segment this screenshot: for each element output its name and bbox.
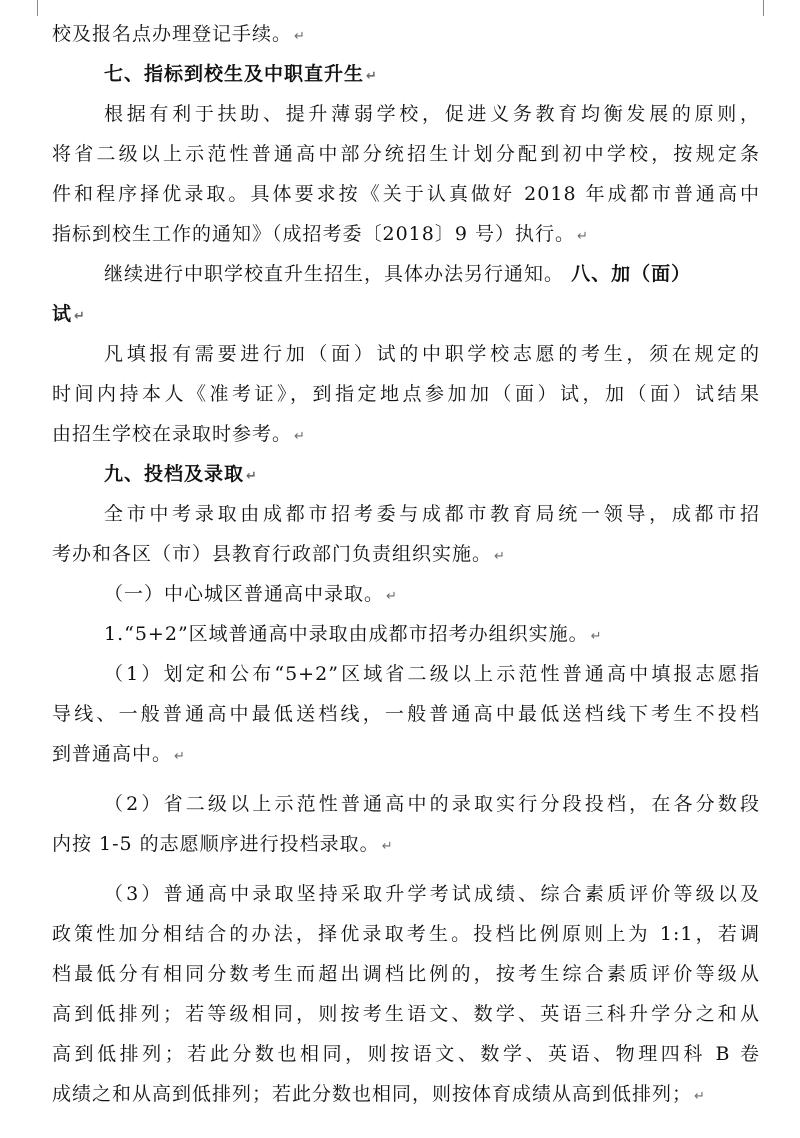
paragraph-mark-icon: ↵: [294, 29, 306, 44]
paragraph-mark-icon: ↵: [590, 629, 603, 644]
body-line: （一）中心城区普通高中录取。 ↵: [104, 583, 398, 605]
body-line: （1）划定和公布“5+2”区域省二级以上示范性普通高中填报志愿指: [104, 663, 760, 685]
paragraph-mark-icon: ↵: [366, 69, 378, 84]
paragraph-mark-icon: ↵: [246, 469, 258, 484]
section-heading: 八、加（面）: [571, 263, 692, 285]
body-line: 根据有利于扶助、提升薄弱学校，促进义务教育均衡发展的原则，: [104, 103, 760, 125]
body-line: 校及报名点办理登记手续。 ↵: [52, 23, 306, 45]
body-line: 继续进行中职学校直升生招生，具体办法另行通知。 八、加（面）: [104, 263, 692, 285]
body-line: 高到低排列；若等级相同，则按考生语文、数学、英语三科升学分之和从: [52, 1003, 760, 1025]
body-line: 全市中考录取由成都市招考委与成都市教育局统一领导，成都市招: [104, 503, 760, 525]
body-line: （2）省二级以上示范性普通高中的录取实行分段投档，在各分数段: [104, 793, 760, 815]
body-line: 内按 1-5 的志愿顺序进行投档录取。 ↵: [52, 833, 394, 855]
body-line: （3）普通高中录取坚持采取升学考试成绩、综合素质评价等级以及: [104, 883, 760, 905]
paragraph-mark-icon: ↵: [386, 589, 398, 604]
body-line: 政策性加分相结合的办法，择优录取考生。投档比例原则上为 1:1，若调: [52, 923, 760, 945]
paragraph-mark-icon: ↵: [381, 839, 394, 854]
section-heading: 九、投档及录取 ↵: [104, 463, 258, 485]
margin-corner-mark-left: [37, 0, 38, 16]
paragraph-mark-icon: ↵: [174, 749, 186, 764]
body-line: 由招生学校在录取时参考。 ↵: [52, 423, 306, 445]
body-line: 导线、一般普通高中最低送档线，一般普通高中最低送档线下考生不投档: [52, 703, 760, 725]
paragraph-mark-icon: ↵: [294, 429, 306, 444]
body-line: 将省二级以上示范性普通高中部分统招生计划分配到初中学校，按规定条: [52, 143, 760, 165]
paragraph-mark-icon: ↵: [74, 309, 86, 324]
body-line: 考办和各区（市）县教育行政部门负责组织实施。 ↵: [52, 543, 506, 565]
body-line: 件和程序择优录取。具体要求按《关于认真做好 2018 年成都市普通高中: [52, 183, 760, 205]
body-line: 时间内持本人《准考证》，到指定地点参加加（面）试，加（面）试结果: [52, 383, 760, 405]
body-line: 1.“5+2”区域普通高中录取由成都市招考办组织实施。 ↵: [104, 623, 603, 645]
body-line: 高到低排列；若此分数也相同，则按语文、数学、英语、物理四科 B 卷: [52, 1043, 760, 1065]
paragraph-mark-icon: ↵: [576, 229, 589, 244]
body-line: 档最低分有相同分数考生而超出调档比例的，按考生综合素质评价等级从: [52, 963, 760, 985]
body-line: 凡填报有需要进行加（面）试的中职学校志愿的考生，须在规定的: [104, 343, 760, 365]
body-line: 指标到校生工作的通知》（成招考委〔2018〕9 号）执行。 ↵: [52, 223, 589, 245]
margin-corner-mark-right: [763, 0, 764, 16]
section-heading: 七、指标到校生及中职直升生 ↵: [104, 63, 378, 85]
body-line: 成绩之和从高到低排列；若此分数也相同，则按体育成绩从高到低排列； ↵: [52, 1083, 706, 1105]
paragraph-mark-icon: ↵: [494, 549, 506, 564]
section-heading-continued: 试 ↵: [52, 303, 86, 325]
paragraph-mark-icon: ↵: [694, 1089, 706, 1104]
body-line: 到普通高中。 ↵: [52, 743, 186, 765]
